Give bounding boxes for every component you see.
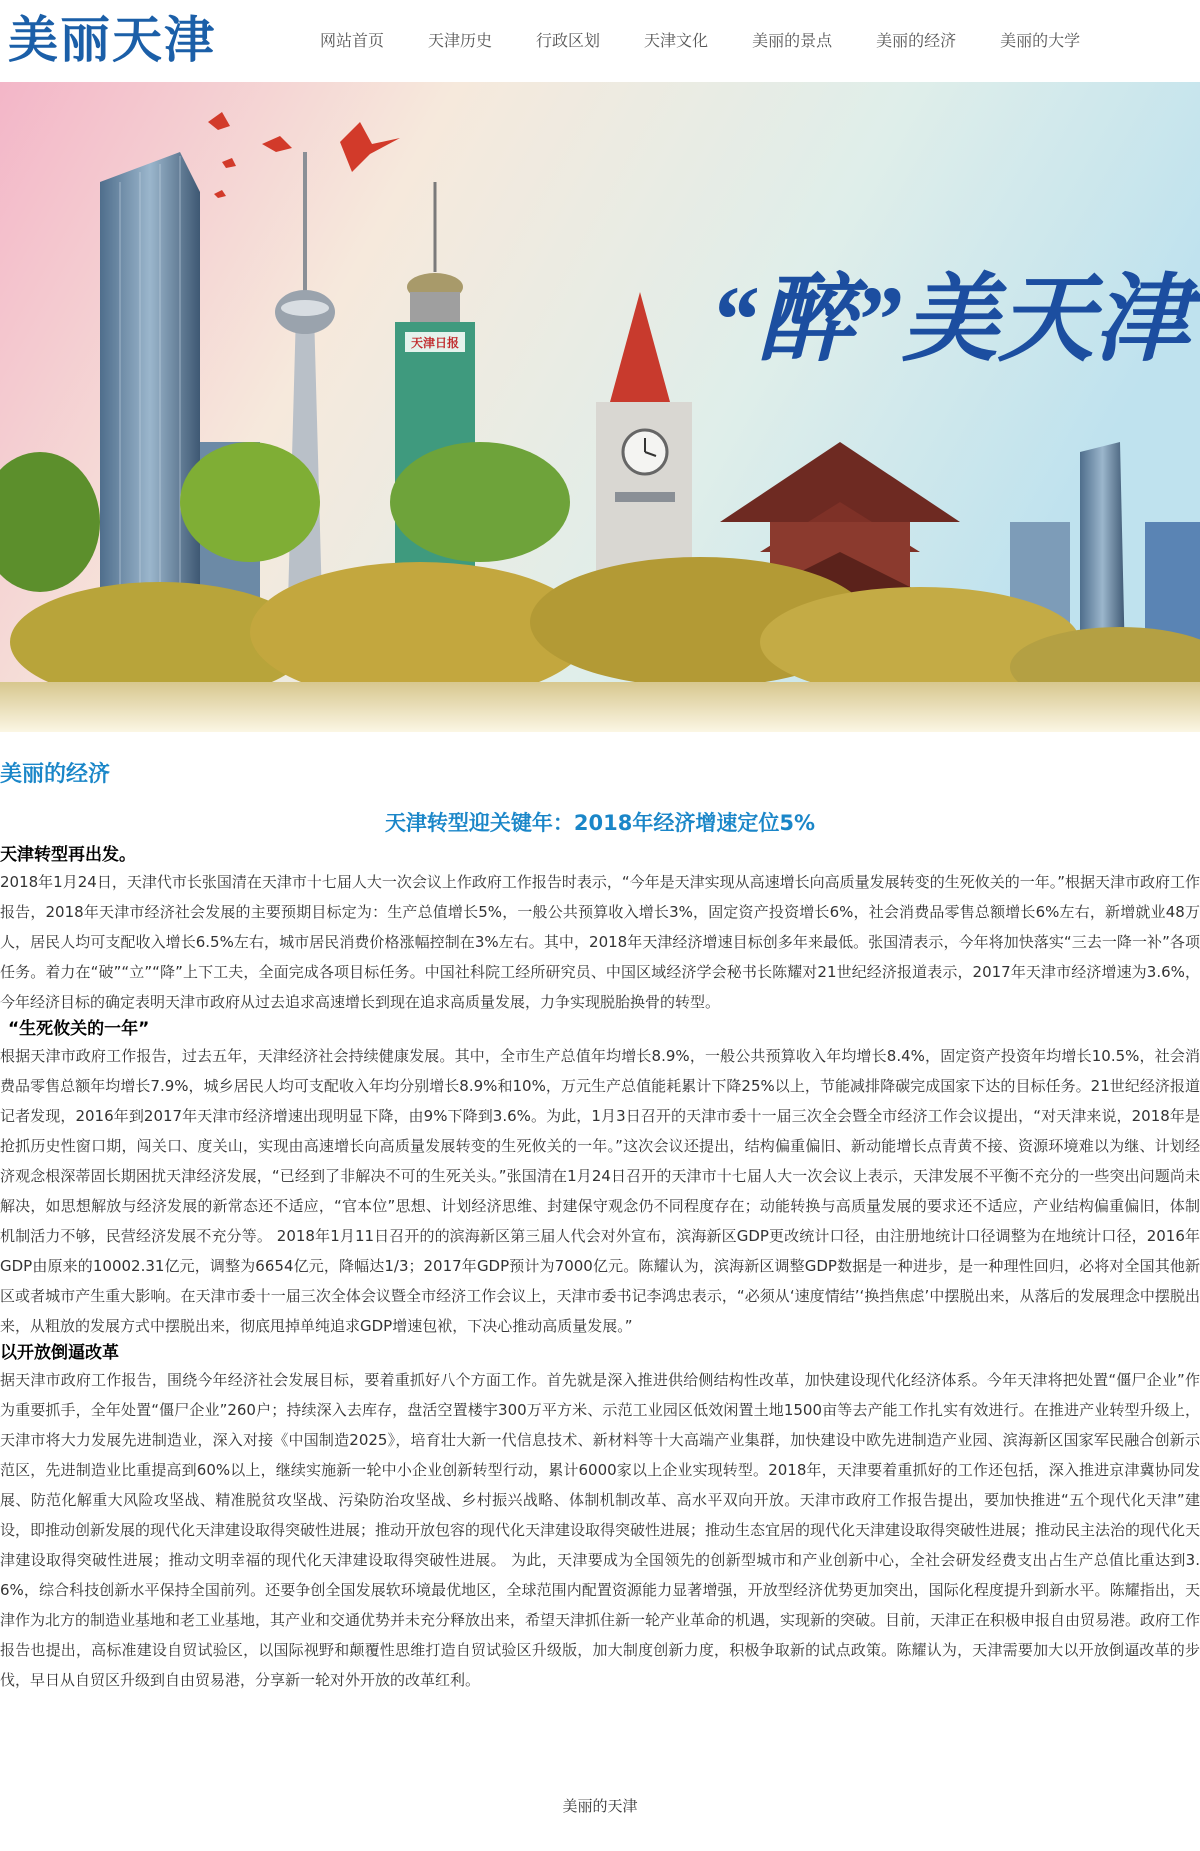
article-title: 天津转型迎关键年：2018年经济增速定位5% <box>384 811 816 835</box>
article-subheading: “生死攸关的一年” <box>8 1019 150 1039</box>
article-subheading: 天津转型再出发。 <box>0 845 136 865</box>
nav-item-universities[interactable]: 美丽的大学 <box>1000 31 1081 50</box>
footer-text: 美丽的天津 <box>562 1797 638 1815</box>
article-paragraph: 根据天津市政府工作报告，过去五年，天津经济社会持续健康发展。其中，全市生产总值年均增长8.9%，一般公共预算收入年均增长8.4%，固定资产投资年均增长10.5%，社会消费品零售总额年均增长7.9%，城乡居民人均可支配收入年均分别增长8.9%和10%，万元生产总值能耗累计下降25%以上，节能减排降碳完成国家下达的目标任务。21世纪经济报道记者发现，2016年到2017年天津市经济增速出现明显下降，由9%下降到3.6%。为此，1月3日召开的天津市委十一届三次全会暨全市经济工作会议提出，“对天津来说，2018年是抢抓历史性窗口期，闯关口、度关山，实现由高速增长向高质量发展转变的生死攸关的一年。”这次会议还提出，结构偏重偏旧、新动能增长点青黄不接、资源环境难以为继、计划经济观念根深蒂固长期困扰天津经济发展，“已经到了非解决不可的生死关头。”张国清在1月24日召开的天津市十七届人大一次会议上表示，天津发展不平衡不充分的一些突出问题尚未解决，如思想解放与经济发展的新常态还不适应，“官本位”思想、计划经济思维、封建保守观念仍不同程度存在；动能转换与高质量发展的要求还不适应，产业结构偏重偏旧，体制机制活力不够，民营经济发展不充分等。 2018年1月11日召开的的滨海新区第三届人代会对外宣布，滨海新区GDP更改统计口径，由注册地统计口径调整为在地统计口径，2016年GDP由原来的10002.31亿元，调整为6654亿元，降幅达1/3；2017年GDP预计为7000亿元。陈耀认为，滨海新区调整GDP数据是一种进步，是一种理性回归，必将对全国其他新区或者城市产生重大影响。在天津市委十一届三次全体会议暨全市经济工作会议上，天津市委书记李鸿忠表示，“必须从‘速度情结’‘换挡焦虑’中摆脱出来，从落后的发展理念中摆脱出来，从粗放的发展方式中摆脱出来，彻底甩掉单纯追求GDP增速包袱，下决心推动高质量发展。” <box>0 1047 1200 1335</box>
article-body <box>0 843 1200 1695</box>
skyscraper-left <box>100 152 200 602</box>
nav-item-economy[interactable]: 美丽的经济 <box>876 31 957 50</box>
banner-illustration <box>0 82 1200 732</box>
site-logo[interactable]: 美丽天津 <box>8 11 216 69</box>
article-subheading: 以开放倒逼改革 <box>0 1343 119 1363</box>
nav-item-home[interactable]: 网站首页 <box>320 31 385 50</box>
nav-item-attractions[interactable]: 美丽的景点 <box>752 31 833 50</box>
article-paragraph: 据天津市政府工作报告，围绕今年经济社会发展目标，要着重抓好八个方面工作。首先就是深入推进供给侧结构性改革，加快建设现代化经济体系。今年天津将把处置“僵尸企业”作为重要抓手，全年处置“僵尸企业”260户；持续深入去库存，盘活空置楼宇300万平方米、示范工业园区低效闲置土地1500亩等去产能工作扎实有效进行。在推进产业转型升级上，天津市将大力发展先进制造业，深入对接《中国制造2025》，培育壮大新一代信息技术、新材料等十大高端产业集群，加快建设中欧先进制造产业园、滨海新区国家军民融合创新示范区，先进制造业比重提高到60%以上，继续实施新一轮中小企业创新转型行动，累计6000家以上企业实现转型。2018年，天津要着重抓好的工作还包括，深入推进京津冀协同发展、防范化解重大风险攻坚战、精准脱贫攻坚战、污染防治攻坚战、乡村振兴战略、体制机制改革、高水平双向开放。天津市政府工作报告提出，要加快推进“五个现代化天津”建设，即推动创新发展的现代化天津建设取得突破性进展；推动开放包容的现代化天津建设取得突破性进展；推动生态宜居的现代化天津建设取得突破性进展；推动民主法治的现代化天津建设取得突破性进展；推动文明幸福的现代化天津建设取得突破性进展。 为此，天津要成为全国领先的创新型城市和产业创新中心，全社会研发经费支出占生产总值比重达到3.6%，综合科技创新水平保持全国前列。还要争创全国发展软环境最优地区，全球范围内配置资源能力显著增强，开放型经济优势更加突出，国际化程度提升到新水平。陈耀指出，天津作为北方的制造业基地和老工业基地，其产业和交通优势并未充分释放出来，希望天津抓住新一轮产业革命的机遇，实现新的突破。目前，天津正在积极申报自由贸易港。政府工作报告也提出，高标准建设自贸试验区，以国际视野和颠覆性思维打造自贸试验区升级版，加大制度创新力度，积极争取新的试点政策。陈耀认为，天津需要加大以开放倒逼改革的步伐，早日从自贸区升级到自由贸易港，分享新一轮对外开放的改革红利。 <box>0 1371 1200 1689</box>
main-nav <box>320 29 1080 53</box>
section-title: 美丽的经济 <box>0 762 111 787</box>
nav-item-districts[interactable]: 行政区划 <box>536 31 601 50</box>
banner-slogan: “醉”美天津 <box>710 266 1190 373</box>
nav-item-culture[interactable]: 天津文化 <box>644 31 709 50</box>
tower-plaque-text: 天津日报 <box>410 336 460 350</box>
nav-item-history[interactable]: 天津历史 <box>428 31 493 50</box>
site-header <box>0 0 1200 82</box>
article-paragraph: 2018年1月24日，天津代市长张国清在天津市十七届人大一次会议上作政府工作报告时表示，“今年是天津实现从高速增长向高质量发展转变的生死攸关的一年。”根据天津市政府工作报告，2018年天津市经济社会发展的主要预期目标定为：生产总值增长5%，一般公共预算收入增长3%，固定资产投资增长6%，社会消费品零售总额增长6%左右，新增就业48万人，居民人均可支配收入增长6.5%左右，城市居民消费价格涨幅控制在3%左右。其中，2018年天津经济增速目标创多年来最低。张国清表示，今年将加快落实“三去一降一补”各项任务。着力在“破”“立”“降”上下工夫，全面完成各项目标任务。中国社科院工经所研究员、中国区域经济学会秘书长陈耀对21世纪经济报道表示，2017年天津市经济增速为3.6%，今年经济目标的确定表明天津市政府从过去追求高速增长到现在追求高质量发展，力争实现脱胎换骨的转型。 <box>0 873 1200 1011</box>
hero-banner <box>0 82 1200 732</box>
